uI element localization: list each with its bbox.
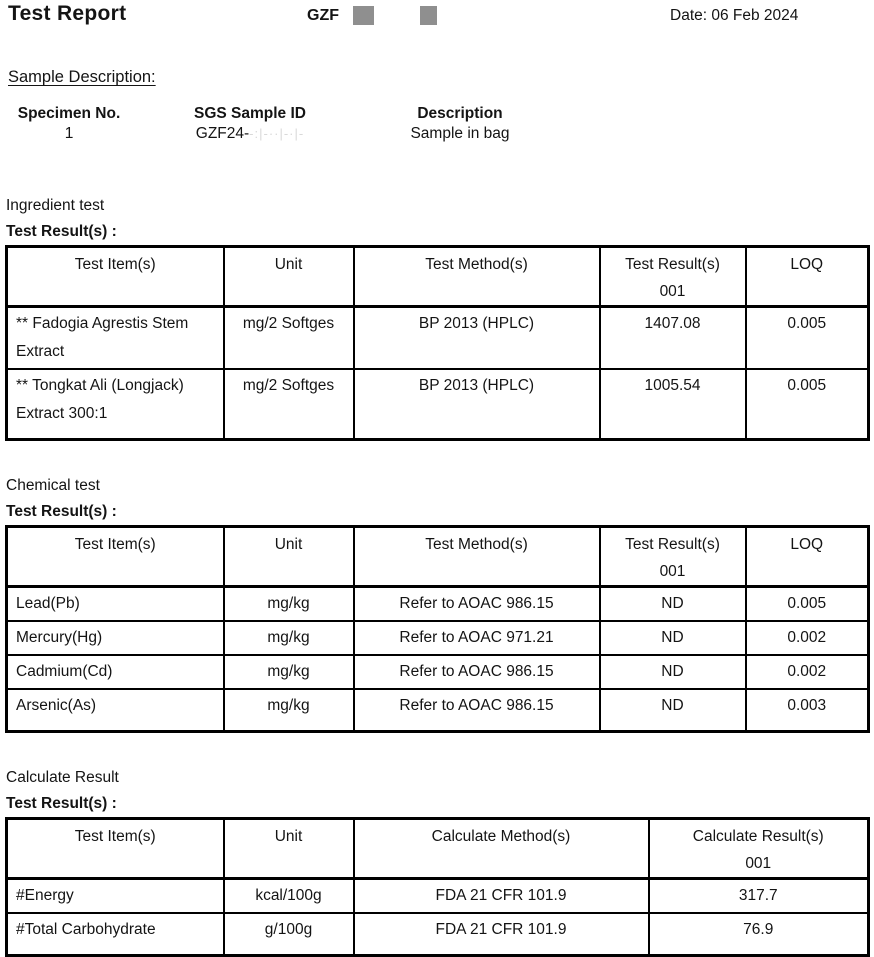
unit-cell: mg/2 Softges	[224, 369, 354, 440]
test-item-cell: Cadmium(Cd)	[7, 655, 224, 689]
col-header-unit: Unit	[224, 527, 354, 587]
loq-cell: 0.002	[746, 621, 869, 655]
report-title: Test Report	[8, 2, 127, 25]
col-header-test-items: Test Item(s)	[7, 819, 224, 879]
result-column-number: 001	[745, 855, 772, 872]
sample-id-value: GZF24--:|-··|-·|-	[195, 125, 305, 142]
method-cell: Refer to AOAC 971.21	[354, 621, 600, 655]
specimen-no-value: 1	[64, 125, 74, 142]
col-header-unit: Unit	[224, 247, 354, 307]
section-subtitle-ingredient-test: Test Result(s) :	[6, 223, 117, 240]
method-cell: FDA 21 CFR 101.9	[354, 879, 649, 914]
calculate-result-table	[5, 817, 870, 957]
test-item-cell: Arsenic(As)	[7, 689, 224, 732]
test-item-cell: ** Tongkat Ali (Longjack) Extract 300:1	[7, 369, 224, 440]
result-column-number: 001	[659, 563, 686, 580]
method-cell: Refer to AOAC 986.15	[354, 655, 600, 689]
loq-cell: 0.003	[746, 689, 869, 732]
unit-cell: kcal/100g	[224, 879, 354, 914]
test-item-cell: Lead(Pb)	[7, 587, 224, 622]
sample-description-row	[8, 105, 874, 143]
method-cell: Refer to AOAC 986.15	[354, 587, 600, 622]
table-row	[7, 369, 869, 440]
redaction-block	[420, 6, 437, 25]
col-header-calculate-results: Calculate Result(s) 001	[649, 819, 869, 879]
loq-cell: 0.005	[746, 587, 869, 622]
test-item-cell: #Energy	[7, 879, 224, 914]
col-header-test-items: Test Item(s)	[7, 247, 224, 307]
sample-description-heading: Sample Description:	[8, 68, 156, 86]
result-cell: ND	[600, 621, 746, 655]
result-cell: 1005.54	[600, 369, 746, 440]
col-header-test-methods: Test Method(s)	[354, 527, 600, 587]
method-cell: FDA 21 CFR 101.9	[354, 913, 649, 956]
result-cell: 76.9	[649, 913, 869, 956]
result-cell: 317.7	[649, 879, 869, 914]
result-cell: ND	[600, 587, 746, 622]
col-header-test-results: Test Result(s) 001	[600, 247, 746, 307]
unit-cell: mg/kg	[224, 655, 354, 689]
unit-cell: mg/kg	[224, 587, 354, 622]
unit-cell: mg/2 Softges	[224, 307, 354, 370]
table-row	[7, 879, 869, 914]
redacted-sample-id: -:|-··|-·|-	[249, 126, 305, 141]
test-item-cell: #Total Carbohydrate	[7, 913, 224, 956]
col-header-unit: Unit	[224, 819, 354, 879]
specimen-no-label: Specimen No.	[17, 105, 121, 122]
table-header-row	[7, 527, 869, 587]
description-column	[380, 105, 540, 143]
sample-id-column	[160, 105, 340, 143]
description-label: Description	[417, 105, 503, 122]
description-value: Sample in bag	[410, 125, 510, 142]
table-row	[7, 307, 869, 370]
sample-id-label: SGS Sample ID	[194, 105, 306, 122]
method-cell: BP 2013 (HPLC)	[354, 307, 600, 370]
chemical-test-table	[5, 525, 870, 733]
table-row	[7, 655, 869, 689]
unit-cell: mg/kg	[224, 689, 354, 732]
loq-cell: 0.005	[746, 369, 869, 440]
redaction-block	[353, 6, 374, 25]
report-date: Date: 06 Feb 2024	[670, 7, 799, 24]
section-subtitle-chemical-test: Test Result(s) :	[6, 503, 117, 520]
section-title-chemical-test: Chemical test	[6, 477, 100, 494]
result-cell: 1407.08	[600, 307, 746, 370]
result-cell: ND	[600, 655, 746, 689]
test-item-cell: Mercury(Hg)	[7, 621, 224, 655]
section-title-ingredient-test: Ingredient test	[6, 197, 105, 214]
table-header-row	[7, 247, 869, 307]
report-reference	[307, 6, 437, 25]
result-cell: ND	[600, 689, 746, 732]
col-header-calculate-methods: Calculate Method(s)	[354, 819, 649, 879]
ingredient-test-table	[5, 245, 870, 441]
table-row	[7, 689, 869, 732]
method-cell: BP 2013 (HPLC)	[354, 369, 600, 440]
document-header	[0, 0, 874, 34]
specimen-column	[8, 105, 130, 143]
col-header-test-results: Test Result(s) 001	[600, 527, 746, 587]
section-title-calculate-result: Calculate Result	[6, 769, 119, 786]
report-ref-prefix: GZF	[307, 6, 339, 24]
table-row	[7, 913, 869, 956]
loq-cell: 0.002	[746, 655, 869, 689]
col-header-test-methods: Test Method(s)	[354, 247, 600, 307]
col-header-test-items: Test Item(s)	[7, 527, 224, 587]
unit-cell: mg/kg	[224, 621, 354, 655]
loq-cell: 0.005	[746, 307, 869, 370]
test-item-cell: ** Fadogia Agrestis Stem Extract	[7, 307, 224, 370]
table-row	[7, 621, 869, 655]
table-header-row	[7, 819, 869, 879]
result-column-number: 001	[659, 283, 686, 300]
table-row	[7, 587, 869, 622]
col-header-loq: LOQ	[746, 247, 869, 307]
unit-cell: g/100g	[224, 913, 354, 956]
col-header-loq: LOQ	[746, 527, 869, 587]
method-cell: Refer to AOAC 986.15	[354, 689, 600, 732]
section-subtitle-calculate-result: Test Result(s) :	[6, 795, 117, 812]
